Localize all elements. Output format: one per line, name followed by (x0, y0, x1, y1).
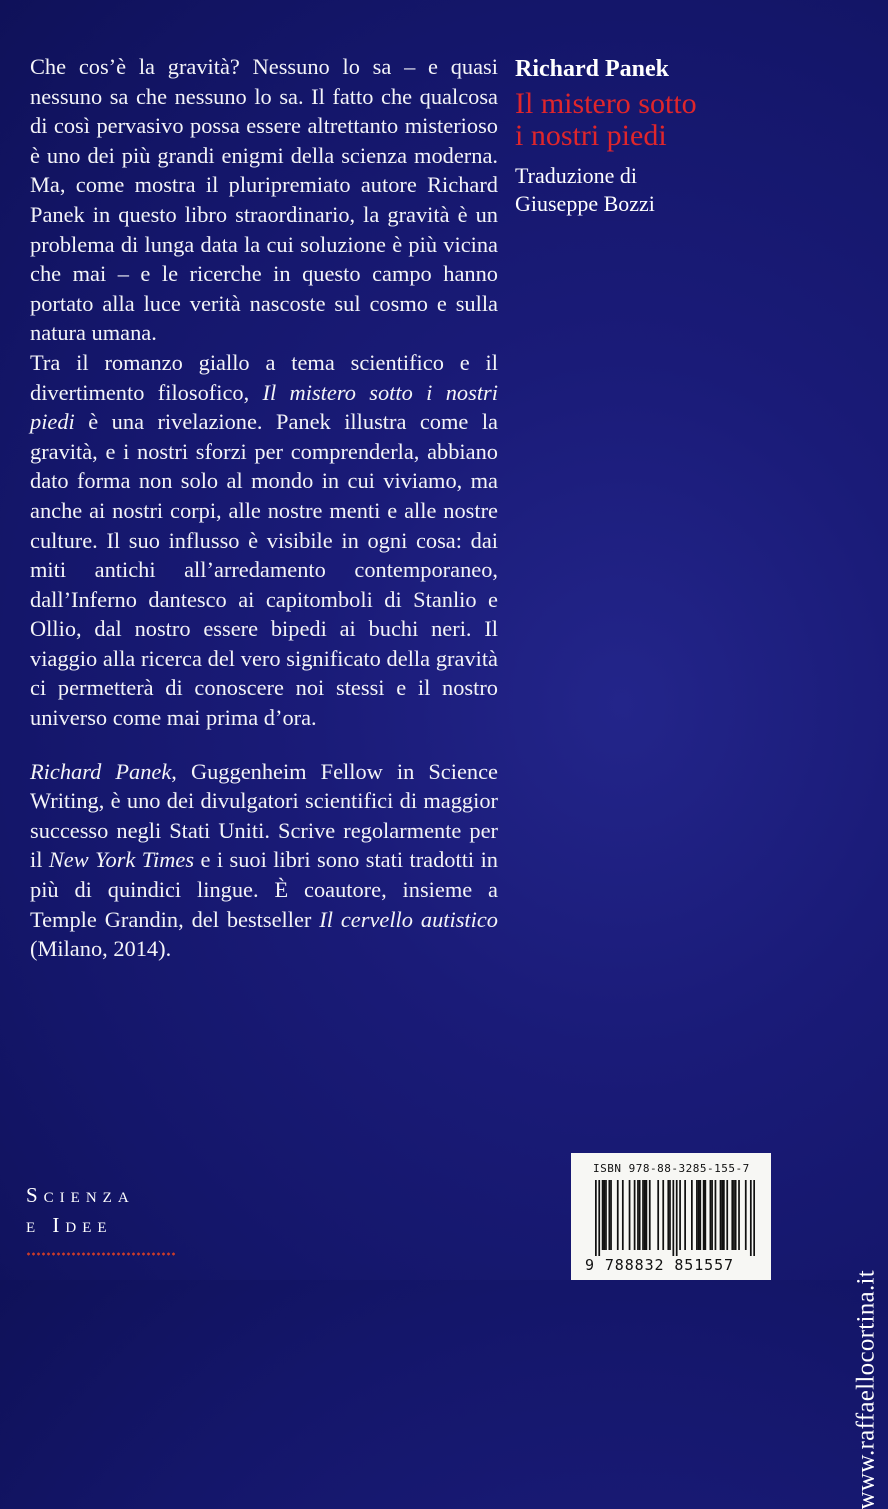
bio-newspaper: New York Times (48, 847, 195, 873)
isbn-barcode (571, 1153, 771, 1280)
blurb-paragraph-1 (30, 52, 498, 348)
blurb-paragraph-2 (30, 348, 498, 733)
barcode-bar (735, 1180, 737, 1250)
series-name (26, 1180, 135, 1240)
barcode-bar (610, 1180, 612, 1250)
book-title (515, 88, 855, 152)
author-name: Richard Panek (515, 56, 670, 82)
barcode-bar (738, 1180, 740, 1250)
barcode-bars (595, 1180, 755, 1256)
barcode-bar (602, 1180, 604, 1250)
barcode-bar (634, 1180, 636, 1250)
barcode-bar (699, 1180, 701, 1250)
translator-credit (515, 162, 855, 218)
barcode-bar (723, 1180, 725, 1250)
title-block (515, 54, 855, 218)
barcode-bar (622, 1180, 624, 1250)
publisher-website: www.raffaellocortina.it (852, 1270, 879, 1509)
book-title-line-2: i nostri piedi (515, 119, 667, 152)
barcode-bar (639, 1180, 641, 1250)
barcode-bar (750, 1180, 752, 1256)
book-title-line-1: Il mistero sotto (515, 87, 697, 120)
barcode-bar (595, 1180, 597, 1256)
barcode-bar (691, 1180, 693, 1250)
bio-bestseller-title: Il cervello autistico (319, 906, 498, 932)
barcode-bar (715, 1180, 717, 1250)
barcode-bar (720, 1180, 722, 1250)
barcode-bar (598, 1180, 600, 1256)
barcode-bar (649, 1180, 651, 1250)
translation-label: Traduzione di (515, 163, 638, 188)
barcode-bar (617, 1180, 619, 1250)
blurb-text (30, 52, 498, 964)
barcode-bar (731, 1180, 733, 1250)
barcode-bar (603, 1180, 605, 1250)
barcode-bar (721, 1180, 723, 1250)
blurb-paragraph-1-text: Che cos’è la gravità? Nessuno lo sa – e quasi nessuno sa che nessuno lo sa. Il fatto che qualcosa di così pervasivo possa essere altrettanto misterioso è uno dei più grandi enigmi della scienza moderna. Ma, come mostra il pluripremiato autore Richard Panek in questo libro straordinario, la gravità è un problema di lunga data la cui soluzione è più vicina che mai – e le ricerche in questo campo hanno portato alla luce verità nascoste sul cosmo e sulla natura umana. (30, 54, 498, 346)
barcode-bar (733, 1180, 735, 1250)
barcode-bar (753, 1180, 755, 1256)
barcode-bar (672, 1180, 674, 1256)
barcode-bar (642, 1180, 644, 1250)
bio-text-1: , Guggenheim Fellow in Science Writing, è uno dei divulgatori scientifici di maggior successo negli Stati Uniti. Scrive regolarmente per il (30, 758, 498, 873)
barcode-bar (605, 1180, 607, 1250)
barcode-bar (726, 1180, 728, 1250)
translator-name: Giuseppe Bozzi (515, 191, 655, 216)
bio-text-3: (Milano, 2014). (30, 936, 172, 962)
ean-digits: 9 788832 851557 (585, 1256, 734, 1274)
barcode-bar (637, 1180, 639, 1250)
author-bio (30, 757, 498, 964)
dotted-rule (26, 1252, 176, 1256)
barcode-bar (644, 1180, 646, 1250)
barcode-bar (679, 1180, 681, 1250)
barcode-bar (696, 1180, 698, 1250)
barcode-bar (703, 1180, 705, 1250)
blurb-book-title: Il mistero sotto i nostri piedi (30, 379, 498, 435)
barcode-bar (698, 1180, 700, 1250)
barcode-bar (676, 1180, 678, 1256)
series-line-2: e Idee (26, 1213, 113, 1237)
barcode-bar (657, 1180, 659, 1250)
barcode-bar (646, 1180, 648, 1250)
barcode-bar (662, 1180, 664, 1250)
bio-author-name: Richard Panek (30, 758, 172, 784)
barcode-bar (711, 1180, 713, 1250)
barcode-bar (669, 1180, 671, 1250)
bio-text-2: e i suoi libri sono stati tradotti in più di quindici lingue. È coautore, insieme a Temple Grandin, del bestseller (30, 847, 498, 932)
blurb-paragraph-2-start: Tra il romanzo giallo a tema scientifico e il divertimento filosofico, (30, 349, 498, 405)
barcode-bar (667, 1180, 669, 1250)
barcode-bar (704, 1180, 706, 1250)
barcode-bar (745, 1180, 747, 1250)
barcode-bar (684, 1180, 686, 1250)
barcode-bar (608, 1180, 610, 1250)
barcode-bar (710, 1180, 712, 1250)
blurb-paragraph-2-rest: è una rivelazione. Panek illustra come la gravità, e i nostri sforzi per comprenderla, abbiano dato forma non solo al mondo in cui viviamo, ma anche ai nostri corpi, alle nostre menti e alle nostre culture. Il suo influsso è visibile in ogni cosa: dai miti antichi all’arredamento contemporaneo, dall’Inferno dantesco ai capitomboli di Stanlio e Ollio, dal nostro essere bipedi ai buchi neri. Il viaggio alla ricerca del vero significato della gravità ci permetterà di conoscere noi stessi e il nostro universo come mai prima d’ora. (30, 409, 498, 731)
isbn-text: ISBN 978-88-3285-155-7 (593, 1162, 750, 1175)
series-line-1: Scienza (26, 1183, 135, 1207)
barcode-bar (629, 1180, 631, 1250)
